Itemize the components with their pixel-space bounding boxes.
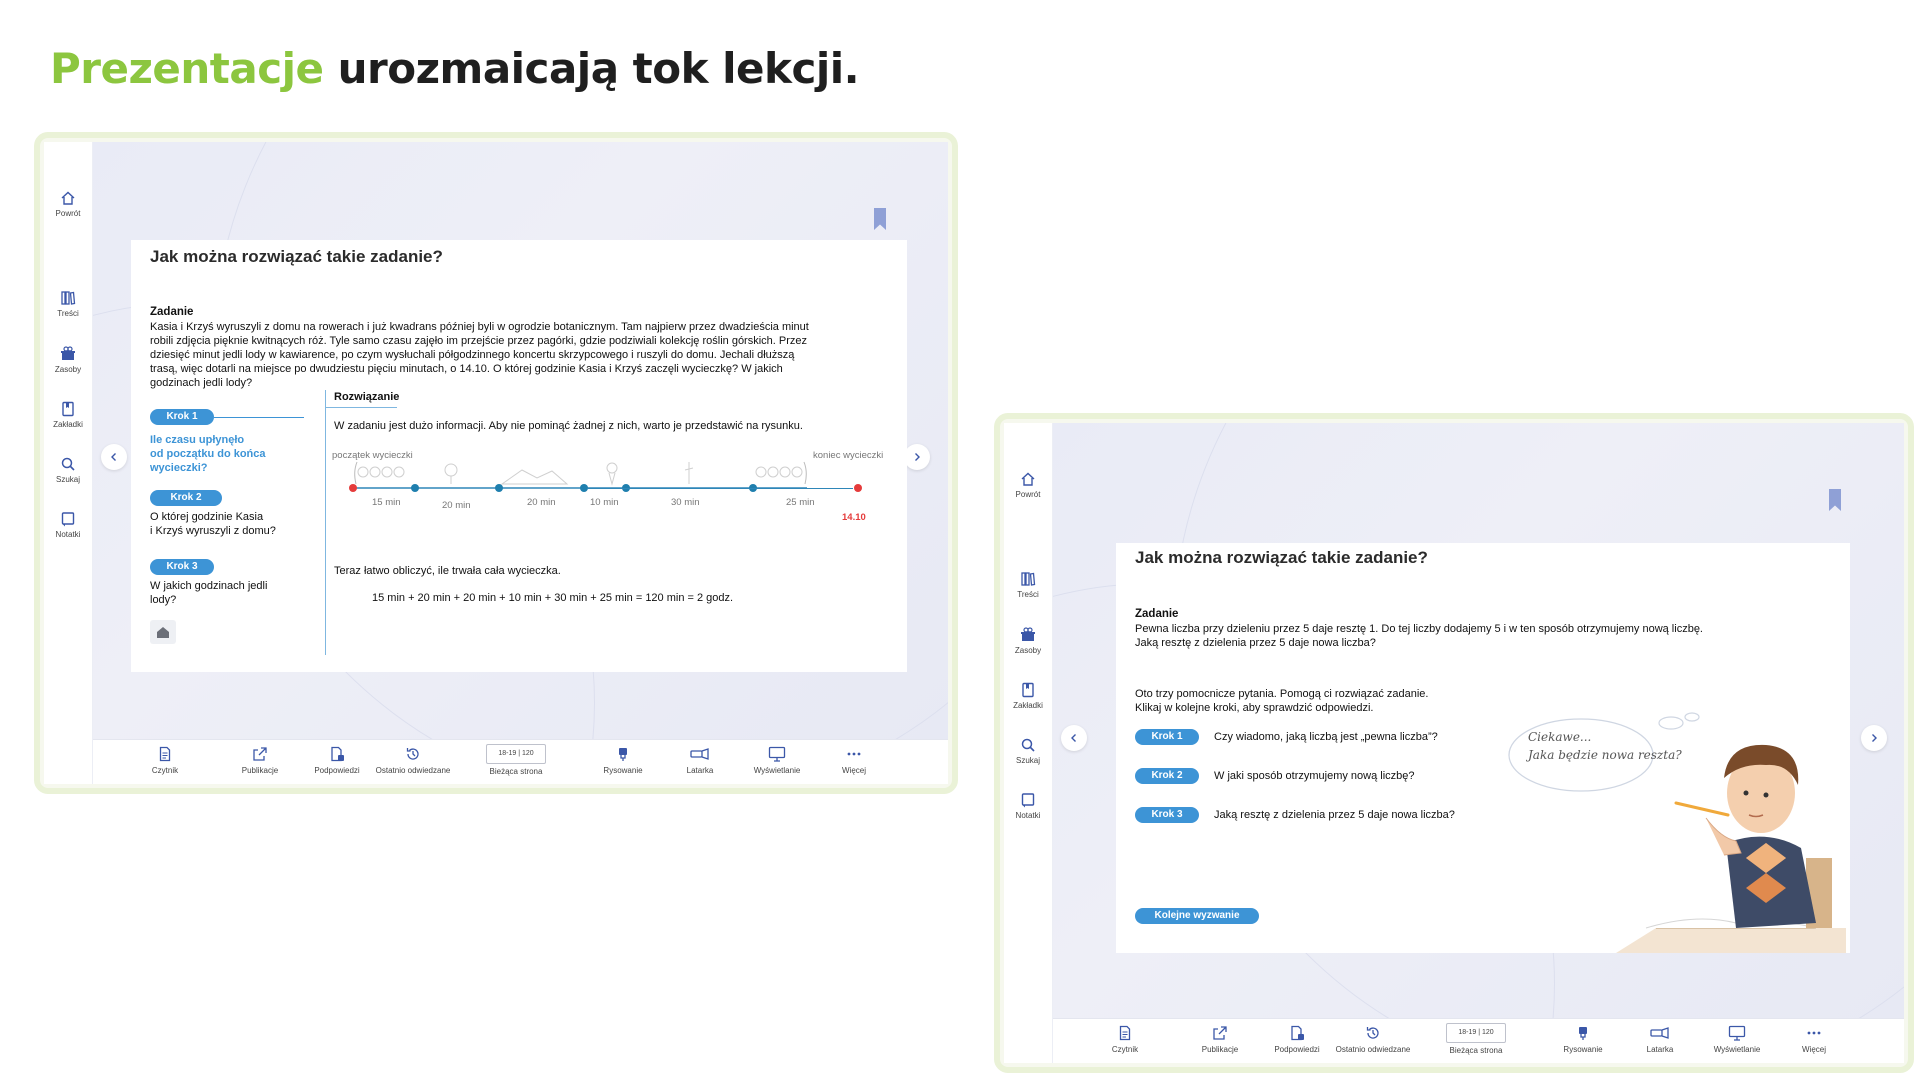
- item-label: Zakładki: [1013, 701, 1043, 710]
- help-text: Oto trzy pomocnicze pytania. Pomogą ci rozwiązać zadanie. Klikaj w kolejne kroki, aby sprawdzić odpowiedzi.: [1135, 688, 1429, 714]
- step-2-question: O której godzinie Kasia i Krzyś wyruszyli z domu?: [150, 511, 276, 537]
- step-1-button[interactable]: Krok 1: [150, 409, 214, 425]
- item-label: Ostatnio odwiedzane: [1335, 1045, 1411, 1054]
- segment-label: 25 min: [786, 497, 815, 508]
- more-dots-icon: [846, 746, 862, 762]
- step-3-button[interactable]: Krok 3: [150, 559, 214, 575]
- notes-icon: [1020, 792, 1036, 808]
- sidebar-item-home[interactable]: [44, 190, 92, 218]
- item-label: Powrót: [1015, 490, 1041, 499]
- end-time-label: 14.10: [842, 512, 866, 523]
- reader-stage: [93, 142, 948, 740]
- presentation-slide: [1116, 543, 1850, 953]
- step-3-button[interactable]: Krok 3: [1135, 807, 1199, 823]
- sidebar-item-contents[interactable]: [44, 290, 92, 318]
- step-1-button[interactable]: Krok 1: [1135, 729, 1199, 745]
- sidebar: [44, 142, 93, 784]
- flashlight-icon: [1650, 1025, 1670, 1041]
- next-page-button[interactable]: [904, 444, 930, 470]
- toolbar-item-current-page[interactable]: [471, 744, 561, 776]
- start-label: początek wycieczki: [332, 450, 413, 461]
- step-1-question: Ile czasu upłynęło od początku do końca wycieczki?: [150, 434, 266, 474]
- bottom-toolbar: [1053, 1018, 1904, 1063]
- item-label: Podpowiedzi: [1274, 1045, 1320, 1054]
- segment-label: 20 min: [442, 500, 471, 511]
- slide-title: Jak można rozwiązać takie zadanie?: [150, 247, 443, 266]
- step-1-question: Czy wiadomo, jaką liczbą jest „pewna liczba”?: [1214, 731, 1438, 743]
- slide-title: Jak można rozwiązać takie zadanie?: [1135, 548, 1428, 567]
- headline-accent: Prezentacje: [50, 44, 324, 93]
- page-indicator-input[interactable]: 18-19 | 120: [1446, 1023, 1506, 1043]
- item-label: Więcej: [841, 766, 866, 775]
- chevron-right-icon: [1869, 733, 1879, 743]
- screenshot-frame-2: [994, 413, 1914, 1073]
- sidebar-label: Zakładki: [53, 420, 83, 429]
- sidebar-item-search[interactable]: [44, 456, 92, 484]
- sidebar-label: Notatki: [55, 530, 81, 539]
- item-label: Ostatnio odwiedzane: [375, 766, 451, 775]
- hint-document-icon: [329, 746, 345, 762]
- item-label: Więcej: [1801, 1045, 1826, 1054]
- toolbar-item-more[interactable]: [1769, 1025, 1859, 1054]
- item-label: Rysowanie: [1563, 1045, 1603, 1054]
- segment-label: 30 min: [671, 497, 700, 508]
- sidebar-item-search[interactable]: [1004, 737, 1052, 765]
- books-icon: [1020, 571, 1036, 587]
- next-page-button[interactable]: [1861, 725, 1887, 751]
- timeline-diagram: [347, 458, 807, 498]
- sidebar-item-home[interactable]: [1004, 471, 1052, 499]
- resources-box-icon: [1020, 627, 1036, 643]
- item-label: Publikacje: [1201, 1045, 1239, 1054]
- item-label: Zasoby: [1014, 646, 1042, 655]
- segment-label: 20 min: [527, 497, 556, 508]
- solution-heading: Rozwiązanie: [334, 391, 400, 403]
- item-label: Bieżąca strona: [1449, 1046, 1503, 1055]
- resources-box-icon: [60, 346, 76, 362]
- item-label: Podpowiedzi: [314, 766, 360, 775]
- toolbar-item-reader[interactable]: [1080, 1025, 1170, 1054]
- reader-screen-2: [1004, 423, 1904, 1063]
- prev-page-button[interactable]: [101, 444, 127, 470]
- segment-label: 10 min: [590, 497, 619, 508]
- screenshot-frame-1: [34, 132, 958, 794]
- item-label: Czytnik: [1111, 1045, 1139, 1054]
- task-text: Pewna liczba przy dzieleniu przez 5 daje resztę 1. Do tej liczby dodajemy 5 i w ten sposób otrzymujemy nową liczbę. Jaką resztę z dzielenia przez 5 daje nowa liczba?: [1135, 623, 1703, 649]
- sidebar-item-notes[interactable]: [1004, 792, 1052, 820]
- item-label: Rysowanie: [603, 766, 643, 775]
- prev-page-button[interactable]: [1061, 725, 1087, 751]
- sidebar-label: Powrót: [55, 209, 81, 218]
- task-heading: Zadanie: [150, 306, 194, 318]
- monitor-icon: [1728, 1025, 1746, 1041]
- headline-rest: urozmaicają tok lekcji.: [323, 44, 860, 93]
- segment-label: 15 min: [372, 497, 401, 508]
- step-2-question: W jaki sposób otrzymujemy nową liczbę?: [1214, 770, 1415, 782]
- home-icon: [60, 190, 76, 206]
- sidebar-label: Zasoby: [54, 365, 82, 374]
- bottom-toolbar: [93, 739, 948, 784]
- document-icon: [157, 746, 173, 762]
- sidebar: [1004, 423, 1053, 1063]
- item-label: Publikacje: [241, 766, 279, 775]
- search-icon: [1020, 737, 1036, 753]
- item-label: Latarka: [1646, 1045, 1674, 1054]
- bookmark-book-icon: [1020, 682, 1036, 698]
- item-label: Latarka: [686, 766, 714, 775]
- hint-document-icon: [1289, 1025, 1305, 1041]
- home-icon: [1020, 471, 1036, 487]
- step-3-question: W jakich godzinach jedli lody?: [150, 580, 268, 606]
- sidebar-item-notes[interactable]: [44, 511, 92, 539]
- sidebar-item-resources[interactable]: [44, 346, 92, 374]
- sidebar-item-resources[interactable]: [1004, 627, 1052, 655]
- external-link-icon: [1212, 1025, 1228, 1041]
- marker-icon: [1575, 1025, 1591, 1041]
- task-heading: Zadanie: [1135, 608, 1179, 620]
- presentation-slide: [131, 240, 907, 672]
- flashlight-icon: [690, 746, 710, 762]
- monitor-icon: [768, 746, 786, 762]
- item-label: Czytnik: [151, 766, 179, 775]
- home-icon: [150, 620, 176, 644]
- chevron-right-icon: [912, 452, 922, 462]
- item-label: Wyświetlanie: [1713, 1045, 1761, 1054]
- reader-stage: [1053, 423, 1904, 1019]
- item-label: Szukaj: [1015, 756, 1040, 765]
- task-text: Kasia i Krzyś wyruszyli z domu na rowerach i już kwadrans później byli w ogrodzie botanicznym. Tam najpierw przez dwadzieścia minut robili zdjęcia pięknie kwitnących róż. Tyle samo czasu zajęło im przejście przez pagórki, gdzie podziwiali kolekcję roślin górskich. Przez dziesięć minut jedli lody w kawiarence, po czym wysłuchali półgodzinnego koncertu skrzypcowego i ruszyli do domu. Jechali dłuższą trasą, więc dotarli na miejsce po dwudziestu pięciu minutach, o 14.10. O której godzinie Kasia i Krzyś zaczęli wycieczkę? W jakich godzinach jedli lody?: [150, 321, 809, 389]
- sidebar-label: Szukaj: [55, 475, 80, 484]
- end-label: koniec wycieczki: [813, 450, 884, 461]
- toolbar-item-reader[interactable]: [120, 746, 210, 775]
- step-2-button[interactable]: Krok 2: [1135, 768, 1199, 784]
- boy-illustration: [1616, 723, 1846, 953]
- history-icon: [405, 746, 421, 762]
- solution-intro: W zadaniu jest dużo informacji. Aby nie pominąć żadnej z nich, warto je przedstawić na rysunku.: [334, 420, 803, 432]
- marker-icon: [615, 746, 631, 762]
- toolbar-item-current-page[interactable]: [1431, 1023, 1521, 1055]
- more-dots-icon: [1806, 1025, 1822, 1041]
- sidebar-item-bookmarks[interactable]: [1004, 682, 1052, 710]
- history-icon: [1365, 1025, 1381, 1041]
- sidebar-label: Treści: [57, 309, 79, 318]
- reader-screen-1: [44, 142, 948, 784]
- calc-result: 15 min + 20 min + 20 min + 10 min + 30 min + 25 min = 120 min = 2 godz.: [372, 592, 734, 604]
- item-label: Bieżąca strona: [489, 767, 543, 776]
- thought-text: Ciekawe... Jaka będzie nowa reszta?: [1528, 730, 1682, 762]
- chevron-left-icon: [1069, 733, 1079, 743]
- step-3-question: Jaką resztę z dzielenia przez 5 daje nowa liczba?: [1214, 809, 1455, 821]
- sidebar-item-contents[interactable]: [1004, 571, 1052, 599]
- document-icon: [1117, 1025, 1133, 1041]
- chevron-left-icon: [109, 452, 119, 462]
- bookmark-book-icon: [60, 401, 76, 417]
- toolbar-item-recent[interactable]: [368, 746, 458, 775]
- item-label: Treści: [1017, 590, 1039, 599]
- home-button[interactable]: [150, 620, 176, 644]
- calc-intro: Teraz łatwo obliczyć, ile trwała cała wycieczka.: [334, 565, 561, 577]
- next-challenge-button[interactable]: Kolejne wyzwanie: [1135, 908, 1259, 924]
- item-label: Wyświetlanie: [753, 766, 801, 775]
- item-label: Notatki: [1015, 811, 1041, 820]
- search-icon: [60, 456, 76, 472]
- sidebar-item-bookmarks[interactable]: [44, 401, 92, 429]
- toolbar-item-recent[interactable]: [1328, 1025, 1418, 1054]
- books-icon: [60, 290, 76, 306]
- toolbar-item-more[interactable]: [809, 746, 899, 775]
- page-headline: [50, 44, 859, 93]
- notes-icon: [60, 511, 76, 527]
- external-link-icon: [252, 746, 268, 762]
- page-indicator-input[interactable]: 18-19 | 120: [486, 744, 546, 764]
- step-2-button[interactable]: Krok 2: [150, 490, 222, 506]
